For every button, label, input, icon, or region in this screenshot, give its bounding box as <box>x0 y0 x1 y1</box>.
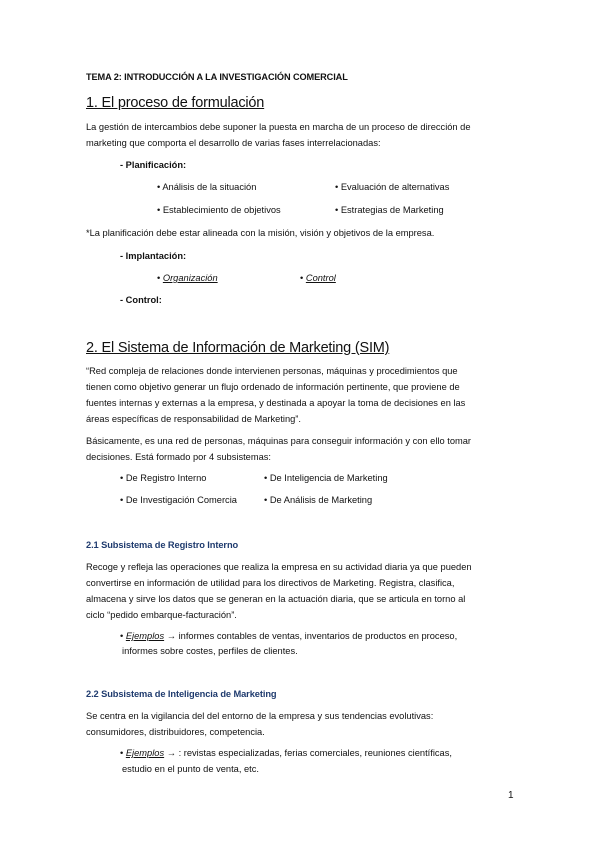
arrow-right-icon: → <box>166 631 176 641</box>
bullet-icon: • <box>157 273 161 283</box>
example-text: informes contables de ventas, inventarios de productos en proceso, <box>178 631 458 641</box>
subsection-2-1-heading: 2.1 Subsistema de Registro Interno <box>86 540 239 550</box>
quote-line: fuentes internas y externas a la empresa, y destinada a apoyar la toma de decisiones en las <box>86 398 466 408</box>
paragraph-line: ciclo “pedido embarque-facturación”. <box>86 610 237 620</box>
quote-line: áreas específicas de responsabilidad de Marketing”. <box>86 414 301 424</box>
example-item <box>120 631 457 641</box>
list-item: • Establecimiento de objetivos <box>157 205 281 215</box>
section-2-heading: 2. El Sistema de Información de Marketing (SIM) <box>86 340 390 356</box>
paragraph-line: decisiones. Está formado por 4 subsistemas: <box>86 452 271 462</box>
paragraph-line: La gestión de intercambios debe suponer la puesta en marcha de un proceso de dirección de <box>86 122 471 132</box>
control-label: - Control: <box>120 295 162 305</box>
control-link[interactable]: Control <box>305 273 336 283</box>
list-item: • De Investigación Comercia <box>120 495 237 505</box>
ejemplos-link[interactable]: Ejemplos <box>125 631 165 641</box>
paragraph-line: almacena y sirve los datos que se generan en la actuación diaria, que se articula en torno al <box>86 594 466 604</box>
list-item: • Evaluación de alternativas <box>335 182 450 192</box>
section-1-heading: 1. El proceso de formulación <box>86 95 265 111</box>
quote-line: tienen como objetivo generar un flujo ordenado de información pertinente, que proviene de <box>86 382 460 392</box>
list-item: • De Registro Interno <box>120 473 207 483</box>
quote-line: “Red compleja de relaciones donde intervienen personas, máquinas y procedimientos que <box>86 366 458 376</box>
bullet-icon: • <box>300 273 304 283</box>
list-item <box>300 273 336 283</box>
paragraph-line: consumidores, distribuidores, competencia. <box>86 727 265 737</box>
organizacion-link[interactable]: Organización <box>162 273 218 283</box>
planificacion-label: - Planificación: <box>120 160 187 170</box>
paragraph-line: Recoge y refleja las operaciones que realiza la empresa en su actividad diaria ya que pueden <box>86 562 472 572</box>
bullet-icon: • <box>120 748 124 758</box>
list-item: • Análisis de la situación <box>157 182 257 192</box>
list-item <box>157 273 218 283</box>
note: *La planificación debe estar alineada con la misión, visión y objetivos de la empresa. <box>86 228 435 238</box>
example-text: : revistas especializadas, ferias comerciales, reuniones científicas, <box>178 748 452 758</box>
paragraph-line: Básicamente, es una red de personas, máquinas para conseguir información y con ello tomar <box>86 436 471 446</box>
list-item: • Estrategias de Marketing <box>335 205 444 215</box>
example-text: informes sobre costes, perfiles de clientes. <box>122 646 298 656</box>
arrow-right-icon: → <box>166 748 176 758</box>
implantacion-label: - Implantación: <box>120 251 187 261</box>
document-topic: TEMA 2: INTRODUCCIÓN A LA INVESTIGACIÓN COMERCIAL <box>86 72 348 82</box>
example-item <box>120 748 452 758</box>
list-item: • De Inteligencia de Marketing <box>264 473 388 483</box>
paragraph-line: convertirse en información de utilidad para los directivos de Marketing. Registra, clasifica, <box>86 578 455 588</box>
ejemplos-link[interactable]: Ejemplos <box>125 748 165 758</box>
paragraph-line: marketing que comporta el desarrollo de varias fases interrelacionadas: <box>86 138 381 148</box>
example-text: estudio en el punto de venta, etc. <box>122 764 259 774</box>
bullet-icon: • <box>120 631 124 641</box>
subsection-2-2-heading: 2.2 Subsistema de Inteligencia de Marketing <box>86 689 277 699</box>
list-item: • De Análisis de Marketing <box>264 495 373 505</box>
page-number: 1 <box>508 790 514 801</box>
paragraph-line: Se centra en la vigilancia del del entorno de la empresa y sus tendencias evolutivas: <box>86 711 434 721</box>
